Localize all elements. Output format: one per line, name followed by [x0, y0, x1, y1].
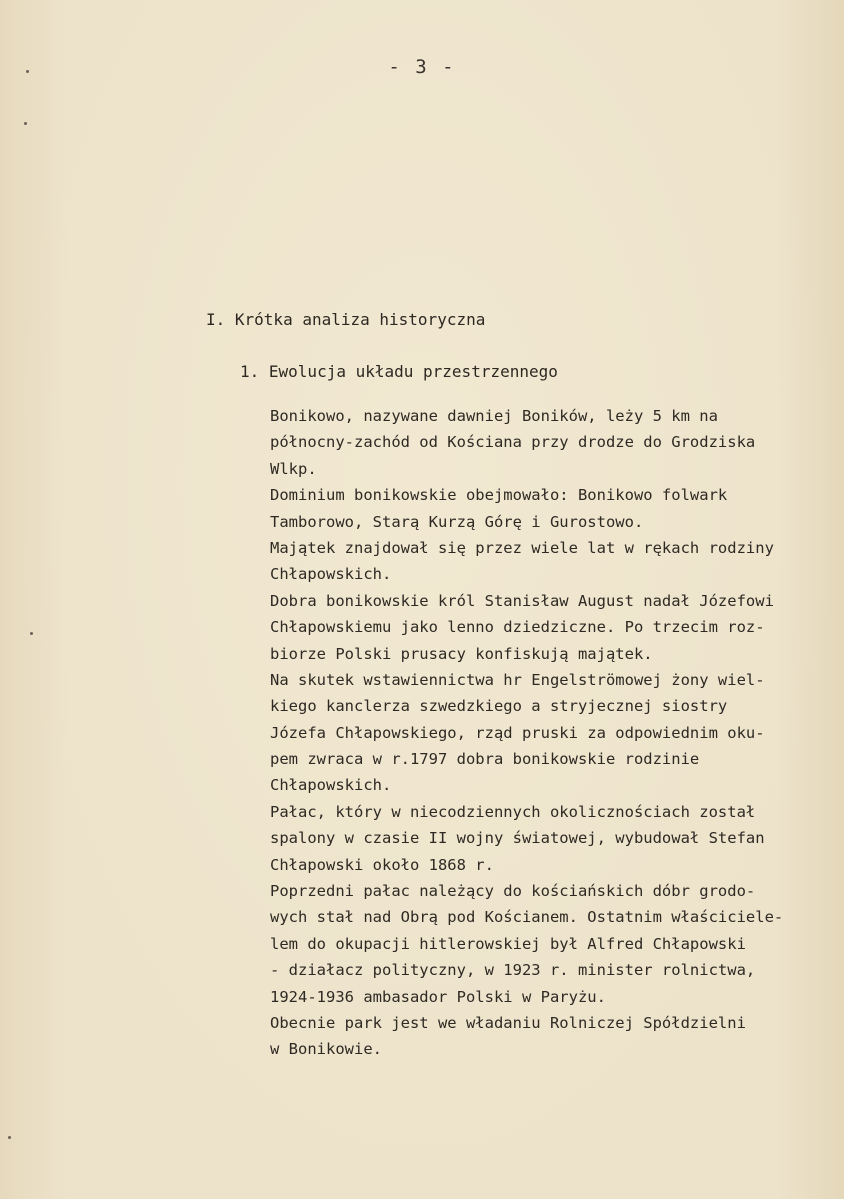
body-line: spalony w czasie II wojny światowej, wybudował Stefan: [270, 829, 765, 848]
body-line: Chłapowskich.: [270, 565, 392, 584]
margin-mark: [24, 122, 27, 125]
page-number: - 3 -: [388, 56, 456, 78]
body-line: - działacz polityczny, w 1923 r. minister rolnictwa,: [270, 961, 756, 980]
body-line: Chłapowskich.: [270, 776, 392, 795]
body-line: Majątek znajdował się przez wiele lat w rękach rodziny: [270, 538, 774, 557]
body-line: Tamborowo, Starą Kurzą Górę i Gurostowo.: [270, 512, 644, 531]
body-line: Chłapowski około 1868 r.: [270, 855, 494, 874]
body-line: Pałac, który w niecodziennych okolicznościach został: [270, 802, 756, 821]
margin-mark: [30, 632, 33, 635]
body-line: Bonikowo, nazywane dawniej Boników, leży 5 km na: [270, 407, 718, 425]
body-line: biorze Polski prusacy konfiskują majątek.: [270, 644, 653, 663]
body-line: Józefa Chłapowskiego, rząd pruski za odpowiednim oku-: [270, 723, 765, 742]
section-title: I. Krótka analiza historyczna: [206, 310, 486, 329]
body-line: Poprzedni pałac należący do kościańskich dóbr grodo-: [270, 882, 756, 901]
body-line: Obecnie park jest we władaniu Rolniczej Spółdzielni: [270, 1013, 746, 1032]
body-line: w Bonikowie.: [270, 1040, 382, 1059]
subsection-title: 1. Ewolucja układu przestrzennego: [240, 362, 558, 381]
body-line: Wlkp.: [270, 459, 317, 478]
body-line: wych stał nad Obrą pod Kościanem. Ostatnim właściciele-: [270, 908, 784, 927]
body-line: północny-zachód od Kościana przy drodze do Grodziska: [270, 433, 756, 452]
body-text: [270, 403, 830, 1063]
body-line: Dobra bonikowskie król Stanisław August nadał Józefowi: [270, 591, 774, 610]
body-line: Dominium bonikowskie obejmowało: Bonikowo folwark: [270, 486, 728, 505]
body-line: 1924-1936 ambasador Polski w Paryżu.: [270, 987, 606, 1006]
margin-mark: [8, 1136, 11, 1139]
body-line: kiego kanclerza szwedzkiego a stryjecznej siostry: [270, 697, 728, 716]
body-line: pem zwraca w r.1797 dobra bonikowskie rodzinie: [270, 750, 700, 769]
body-line: lem do okupacji hitlerowskiej był Alfred Chłapowski: [270, 934, 746, 953]
body-line: Chłapowskiemu jako lenno dziedziczne. Po trzecim roz-: [270, 618, 765, 637]
body-line: Na skutek wstawiennictwa hr Engelströmowej żony wiel-: [270, 670, 765, 689]
